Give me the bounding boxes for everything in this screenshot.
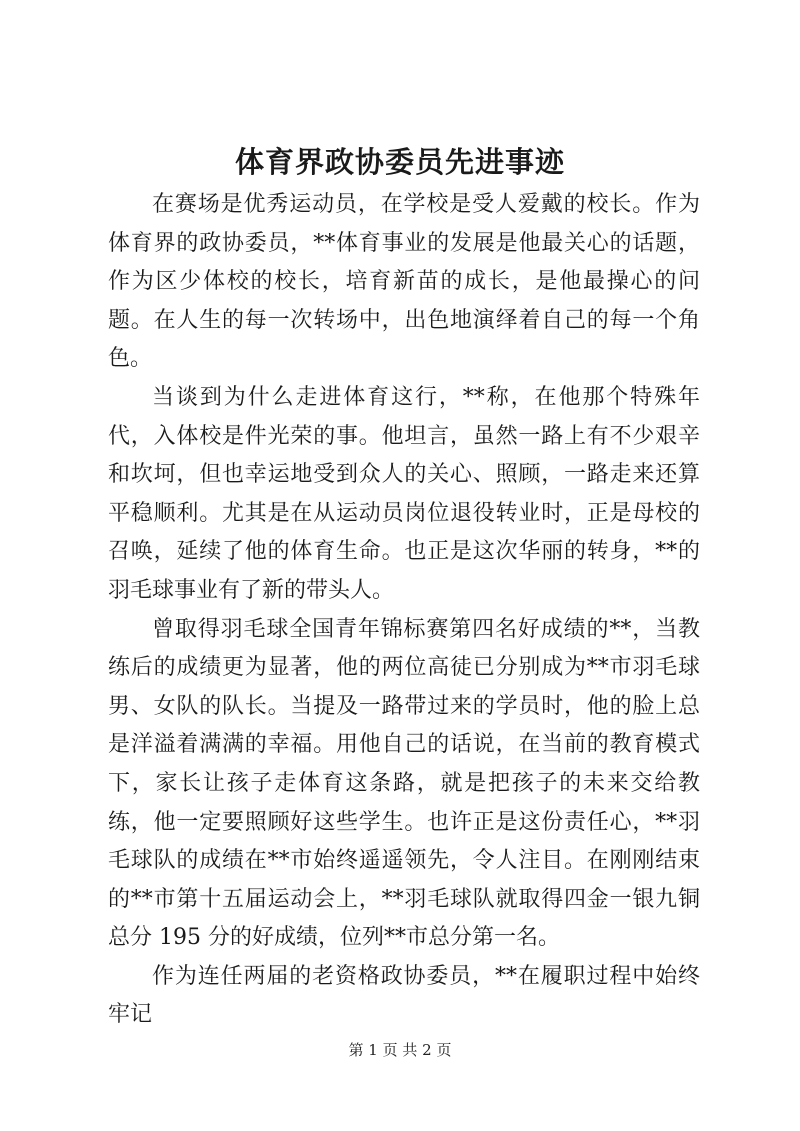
paragraph-1: 在赛场是优秀运动员，在学校是受人爱戴的校长。作为体育界的政协委员，**体育事业的发展是他最关心的话题，作为区少体校的校长，培育新苗的成长，是他最操心的问题。在人生的每一次转场中，出色地演绎着自己的每一个角色。 [108, 192, 700, 372]
paragraph-3: 曾取得羽毛球全国青年锦标赛第四名好成绩的**，当教练后的成绩更为显著，他的两位高徒已分别成为**市羽毛球男、女队的队长。当提及一路带过来的学员时，他的脸上总是洋溢着满满的幸福。用他自己的话说，在当前的教育模式下，家长让孩子走体育这条路，就是把孩子的未来交给教练，他一定要照顾好这些学生。也许正是这份责任心，**羽毛球队的成绩在**市始终遥遥领先，令人注目。在刚刚结束的**市第十五届运动会上，**羽毛球队就取得四金一银九铜总分 195 分的好成绩，位列**市总分第一名。 [108, 616, 700, 951]
document-title: 体育界政协委员先进事迹 [234, 145, 565, 179]
paragraph-2: 当谈到为什么走进体育这行，**称，在他那个特殊年代，入体校是件光荣的事。他坦言，虽然一路上有不少艰辛和坎坷，但也幸运地受到众人的关心、照顾，一路走来还算平稳顺利。尤其是在从运动员岗位退役转业时，正是母校的召唤，延续了他的体育生命。也正是这次华丽的转身，**的羽毛球事业有了新的带头人。 [108, 384, 700, 603]
paragraph-4: 作为连任两届的老资格政协委员，**在履职过程中始终牢记 [108, 963, 700, 1028]
document-body [108, 186, 700, 1035]
page-footer: 第 1 页 共 2 页 [348, 1041, 452, 1059]
